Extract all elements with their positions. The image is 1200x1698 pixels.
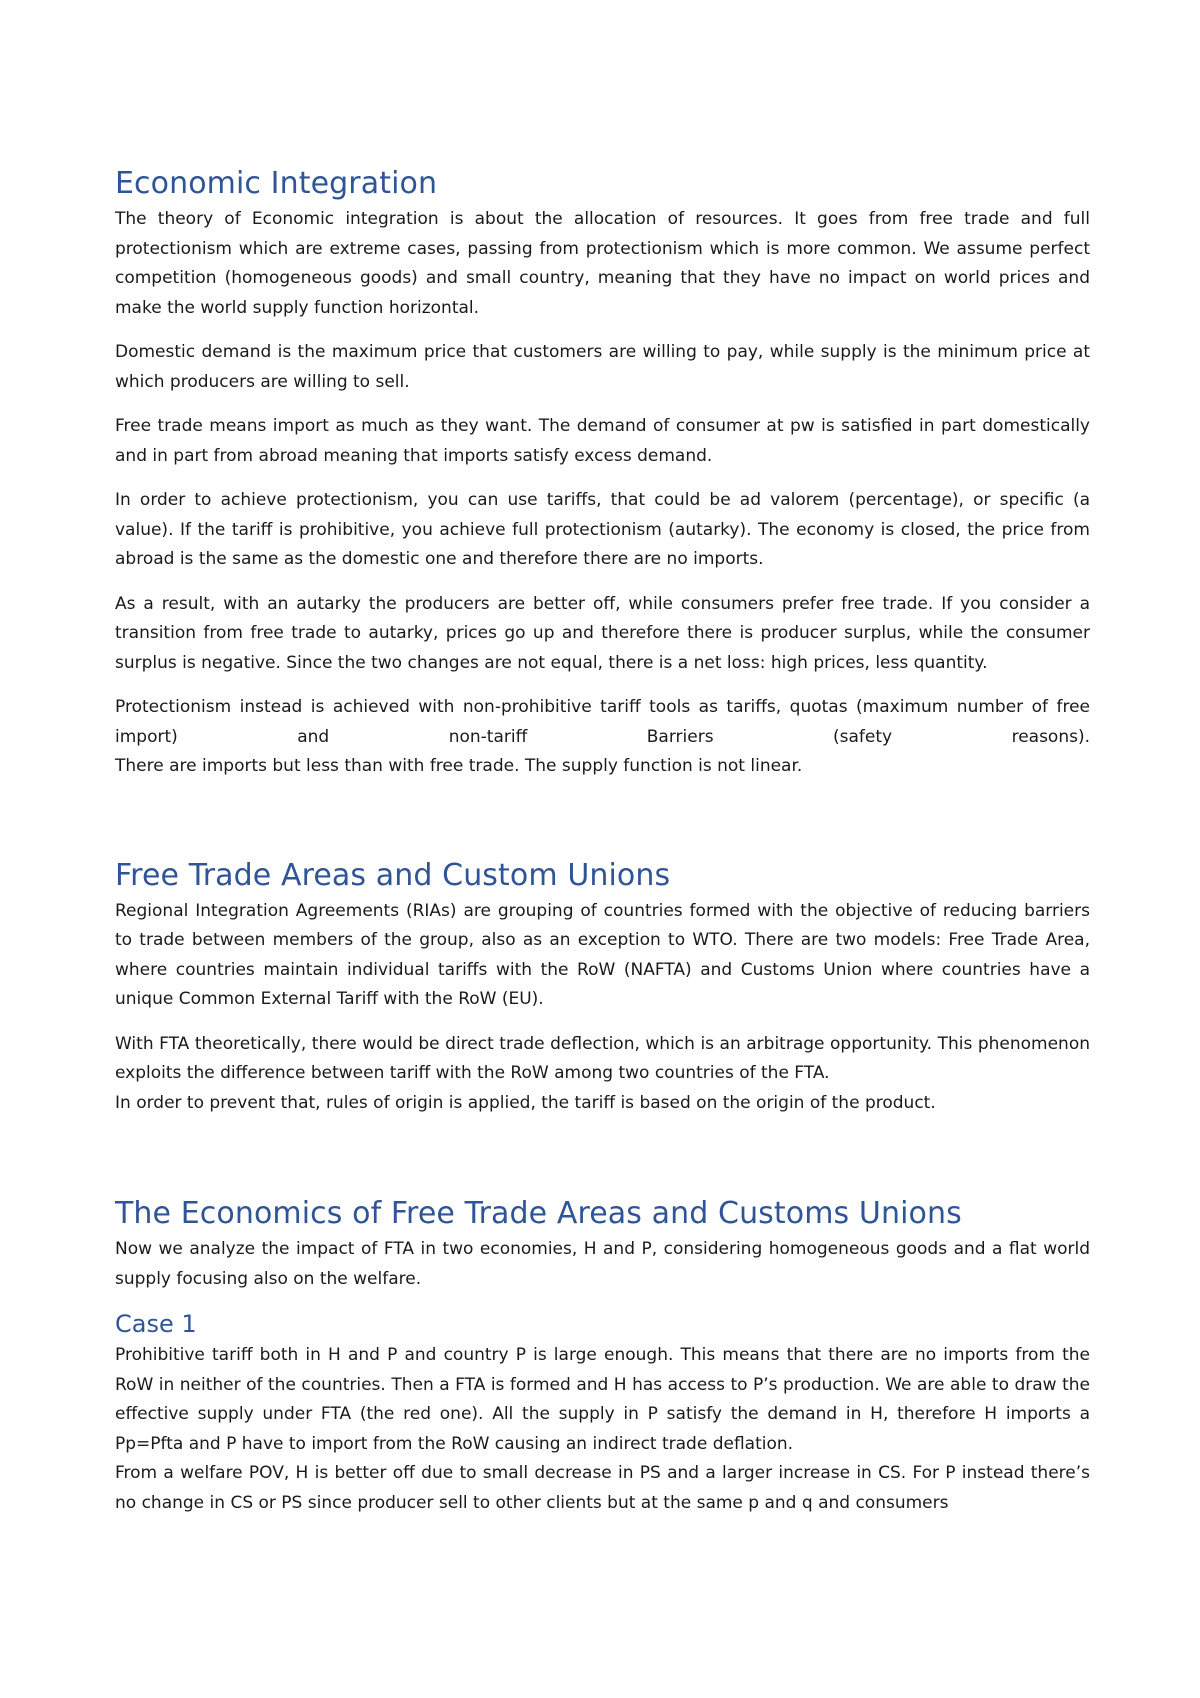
paragraph: The theory of Economic integration is about the allocation of resources. It goes from free trade and full protectionism which are extreme cases, passing from protectionism which is more common. We assume perfect competition (homogeneous goods) and small country, meaning that they have no impact on world prices and make the world supply function horizontal.: [115, 209, 1090, 318]
paragraph: In order to achieve protectionism, you can use tariffs, that could be ad valorem (percentage), or specific (a value). If the tariff is prohibitive, you achieve full protectionism (autarky). The economy is closed, the price from abroad is the same as the domestic one and therefore there are no imports.: [115, 490, 1090, 569]
paragraph: Prohibitive tariff both in H and P and country P is large enough. This means that there are no imports from the RoW in neither of the countries. Then a FTA is formed and H has access to P’s production. We are able to draw the effective supply under FTA (the red one). All the supply in P satisfy the demand in H, therefore H imports a Pp=Pfta and P have to import from the RoW causing an indirect trade deflation.: [115, 1345, 1090, 1454]
case-title: Case 1: [115, 1310, 197, 1338]
paragraph: In order to prevent that, rules of origin is applied, the tariff is based on the origin of the product.: [115, 1092, 936, 1113]
paragraph: As a result, with an autarky the producers are better off, while consumers prefer free trade. If you consider a transition from free trade to autarky, prices go up and therefore there is producer surplus, while the consumer surplus is negative. Since the two changes are not equal, there is a net loss: high prices, less quantity.: [115, 593, 1090, 673]
paragraph: Free trade means import as much as they want. The demand of consumer at pw is satisfied in part domestically and in part from abroad meaning that imports satisfy excess demand.: [115, 416, 1090, 466]
paragraph: With FTA theoretically, there would be direct trade deflection, which is an arbitrage opportunity. This phenomenon exploits the difference between tariff with the RoW among two countries of the FTA.: [115, 1033, 1090, 1083]
paragraph: Domestic demand is the maximum price that customers are willing to pay, while supply is the minimum price at which producers are willing to sell.: [115, 342, 1090, 392]
section-spacer: [115, 797, 1090, 857]
paragraph: From a welfare POV, H is better off due to small decrease in PS and a larger increase in CS. For P instead there’s no change in CS or PS since producer sell to other clients but at the same p and q and consumers: [115, 1463, 1090, 1513]
section-title-economics-of-fta: The Economics of Free Trade Areas and Customs Unions: [115, 1196, 962, 1231]
paragraph: Protectionism instead is achieved with non-prohibitive tariff tools as tariffs, quotas (maximum number of free import) and non-tariff Barriers (safety reasons).: [115, 697, 1090, 747]
paragraph: There are imports but less than with free trade. The supply function is not linear.: [115, 756, 803, 776]
section-title-free-trade-areas: Free Trade Areas and Custom Unions: [115, 857, 671, 893]
document-page: [115, 165, 1090, 1518]
section-spacer: [115, 1133, 1090, 1195]
section-title-economic-integration: Economic Integration: [115, 166, 438, 201]
paragraph: Regional Integration Agreements (RIAs) are grouping of countries formed with the objective of reducing barriers to trade between members of the group, also as an exception to WTO. There are two models: Free Trade Area, where countries maintain individual tariffs with the RoW (NAFTA) and Customs Union where countries have a unique Common External Tariff with the RoW (EU).: [115, 900, 1090, 1009]
paragraph: Now we analyze the impact of FTA in two economies, H and P, considering homogeneous goods and a flat world supply focusing also on the welfare.: [115, 1239, 1090, 1289]
